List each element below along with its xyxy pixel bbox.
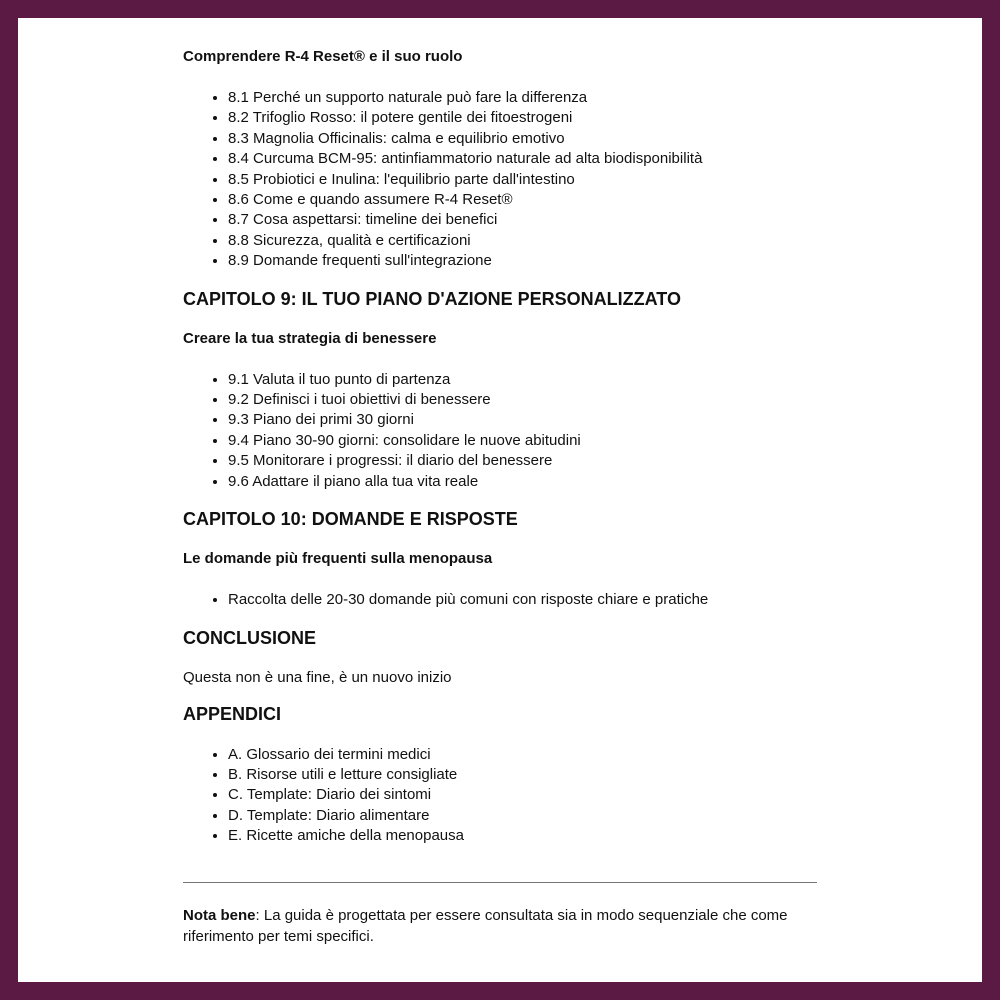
list-item: • B. Risorse utili e letture consigliate [228,765,817,785]
list-chapter-9 [183,370,817,492]
nota-bene-text: : La guida è progettata per essere consultata sia in modo sequenziale che come riferimento per temi specifici. [183,906,788,945]
list-chapter-10 [183,590,817,610]
nota-bene-label: Nota bene [183,906,256,924]
paragraph-conclusione: Questa non è una fine, è un nuovo inizio [183,668,452,686]
heading-capitolo-10: CAPITOLO 10: DOMANDE E RISPOSTE [183,509,518,530]
document-page [18,18,982,982]
list-item: • A. Glossario dei termini medici [228,745,817,765]
heading-capitolo-9: CAPITOLO 9: IL TUO PIANO D'AZIONE PERSONALIZZATO [183,288,681,309]
list-item: • 8.1 Perché un supporto naturale può fare la differenza [228,88,817,108]
subheading-creare-strategia: Creare la tua strategia di benessere [183,329,437,347]
list-item: • 8.6 Come e quando assumere R-4 Reset® [228,190,817,210]
list-section-8 [183,88,817,272]
list-item: • Raccolta delle 20-30 domande più comuni con risposte chiare e pratiche [228,590,817,610]
subheading-domande-frequenti: Le domande più frequenti sulla menopausa [183,550,493,568]
list-item: • 9.6 Adattare il piano alla tua vita reale [228,472,817,492]
list-item: • E. Ricette amiche della menopausa [228,826,817,846]
list-item: • 9.2 Definisci i tuoi obiettivi di benessere [228,390,817,410]
list-item: • 8.9 Domande frequenti sull'integrazione [228,251,817,271]
list-item: • 8.8 Sicurezza, qualità e certificazioni [228,231,817,251]
heading-conclusione: CONCLUSIONE [183,627,317,648]
list-item: • 9.4 Piano 30-90 giorni: consolidare le nuove abitudini [228,431,817,451]
list-item: • 8.3 Magnolia Officinalis: calma e equilibrio emotivo [228,129,817,149]
list-item: • 8.4 Curcuma BCM-95: antinfiammatorio naturale ad alta biodisponibilità [228,149,817,169]
section-divider [183,882,817,883]
list-item: • 8.2 Trifoglio Rosso: il potere gentile dei fitoestrogeni [228,108,817,128]
list-item: • 9.3 Piano dei primi 30 giorni [228,410,817,430]
nota-bene-paragraph [183,905,817,947]
list-item: • 9.1 Valuta il tuo punto di partenza [228,370,817,390]
list-item: • D. Template: Diario alimentare [228,806,817,826]
subheading-comprendere-r4-reset: Comprendere R-4 Reset® e il suo ruolo [183,48,463,65]
list-item: • 9.5 Monitorare i progressi: il diario del benessere [228,451,817,471]
list-item: • 8.7 Cosa aspettarsi: timeline dei benefici [228,210,817,230]
list-appendici [183,745,817,847]
list-item: • C. Template: Diario dei sintomi [228,785,817,805]
heading-appendici: APPENDICI [183,703,282,724]
list-item: • 8.5 Probiotici e Inulina: l'equilibrio parte dall'intestino [228,170,817,190]
